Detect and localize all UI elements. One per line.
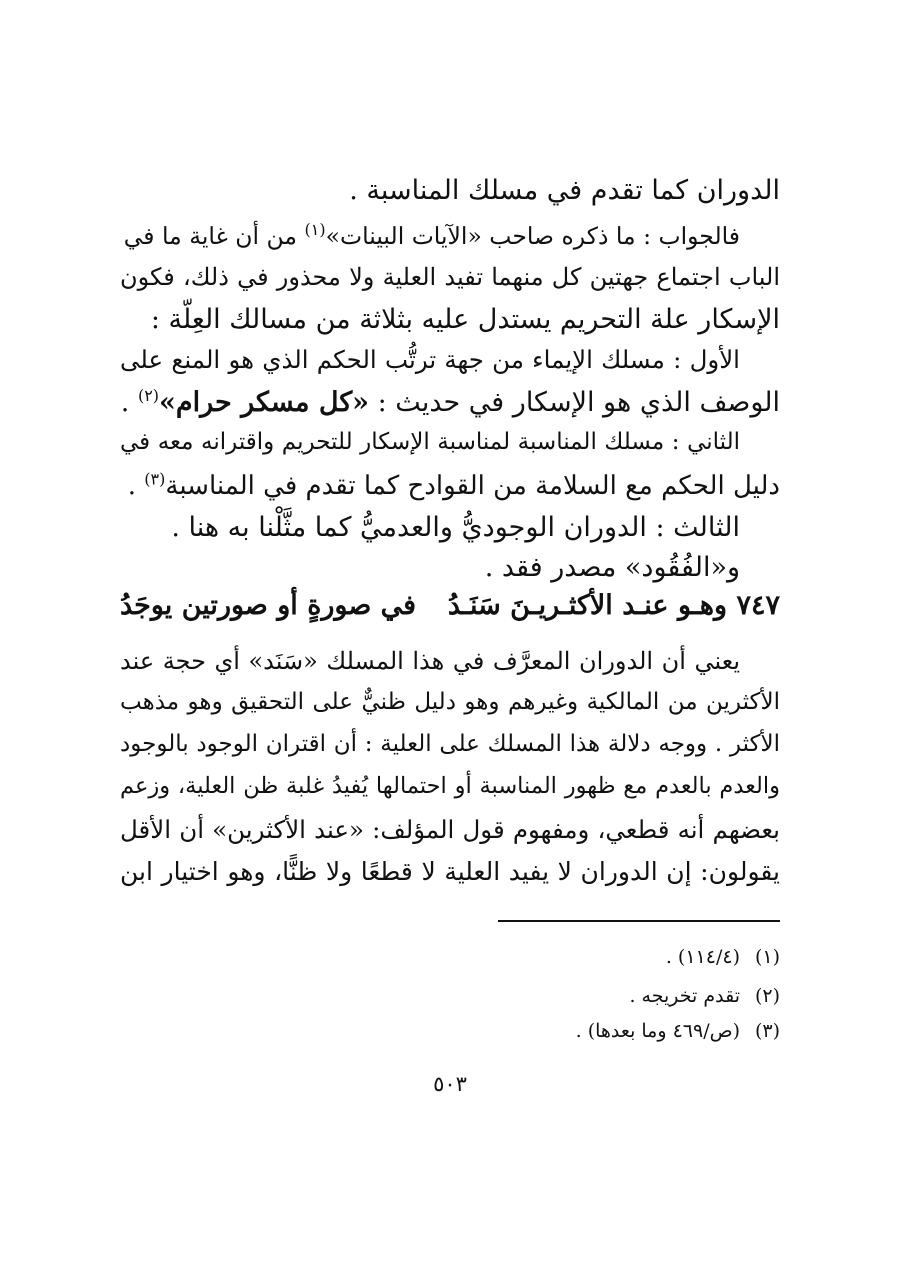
- footnote-2: [120, 985, 780, 1008]
- footnote-text: (ص/٤٦٩ وما بعدها) .: [575, 1020, 740, 1042]
- footnote-number: (١): [754, 946, 780, 968]
- body-line-2: [120, 222, 740, 250]
- verse-line: [120, 590, 780, 622]
- body-line-6: [120, 387, 780, 419]
- commentary-line-4: والعدم بالعدم مع ظهور المناسبة أو احتمالها يُفيدُ غلبة ظن العلية، وزعم: [120, 773, 780, 799]
- commentary-line-3: الأكثر . ووجه دلالة هذا المسلك على العلية : أن اقتران الوجود بالوجود: [120, 731, 780, 757]
- verse-first-hemistich: ٧٤٧ وهـو عنـد الأكثـريـنَ سَنَـدُ: [447, 590, 780, 621]
- footnote-ref-3: (٣): [144, 469, 166, 489]
- footnote-3: [120, 1020, 780, 1043]
- commentary-line-5: بعضهم أنه قطعي، ومفهوم قول المؤلف: «عند الأكثرين» أن الأقل: [120, 815, 780, 844]
- footnote-text: (١١٤/٤) .: [665, 946, 740, 968]
- answer-text: فالجواب : ما ذكره صاحب «الآيات البينات»: [325, 222, 740, 250]
- footnote-separator: [498, 920, 780, 922]
- body-line-9: الثالث : الدوران الوجوديُّ والعدميُّ كما مثَّلْنا به هنا .: [171, 512, 740, 543]
- hadith-end: .: [120, 387, 138, 418]
- commentary-line-1: يعني أن الدوران المعرَّف في هذا المسلك «سَنَد» أي حجة عند: [120, 647, 740, 675]
- verse-second-hemistich: في صورةٍ أو صورتين يوجَدُ: [120, 590, 417, 621]
- commentary-line-2: الأكثرين من المالكية وغيرهم وهو دليل ظنيٌّ على التحقيق وهو مذهب: [120, 689, 780, 715]
- hadith-quote: «كل مسكر حرام»: [159, 387, 370, 418]
- footnote-ref-1: (١): [304, 220, 326, 240]
- body-line-10: و«الفُقُود» مصدر فقد .: [484, 552, 740, 583]
- footnote-text: تقدم تخريجه .: [629, 985, 740, 1007]
- footnote-1: [120, 946, 780, 969]
- body-line-4: الإسكار علة التحريم يستدل عليه بثلاثة من مسالك العِلّة :: [150, 304, 780, 335]
- body-line-1: الدوران كما تقدم في مسلك المناسبة .: [349, 175, 780, 206]
- page-number: ٥٠٣: [433, 1072, 467, 1096]
- footnote-number: (٢): [754, 985, 780, 1007]
- answer-text-cont: من أن غاية ما في: [123, 222, 305, 250]
- body-line-8: [120, 471, 780, 502]
- hadith-intro: الوصف الذي هو الإسكار في حديث :: [369, 387, 780, 418]
- footnote-ref-2: (٢): [137, 386, 160, 405]
- commentary-line-6: يقولون: إن الدوران لا يفيد العلية لا قطعًا ولا ظنًّا، وهو اختيار ابن: [120, 857, 780, 886]
- evidence-end: .: [127, 471, 145, 501]
- body-line-5: الأول : مسلك الإيماء من جهة ترتُّب الحكم الذي هو المنع على: [120, 345, 740, 374]
- footnote-number: (٣): [754, 1020, 780, 1042]
- body-line-7: الثاني : مسلك المناسبة لمناسبة الإسكار للتحريم واقترانه معه في: [120, 429, 740, 455]
- evidence-text: دليل الحكم مع السلامة من القوادح كما تقدم في المناسبة: [165, 471, 780, 501]
- body-line-3: الباب اجتماع جهتين كل منهما تفيد العلية ولا محذور في ذلك، فكون: [120, 263, 780, 291]
